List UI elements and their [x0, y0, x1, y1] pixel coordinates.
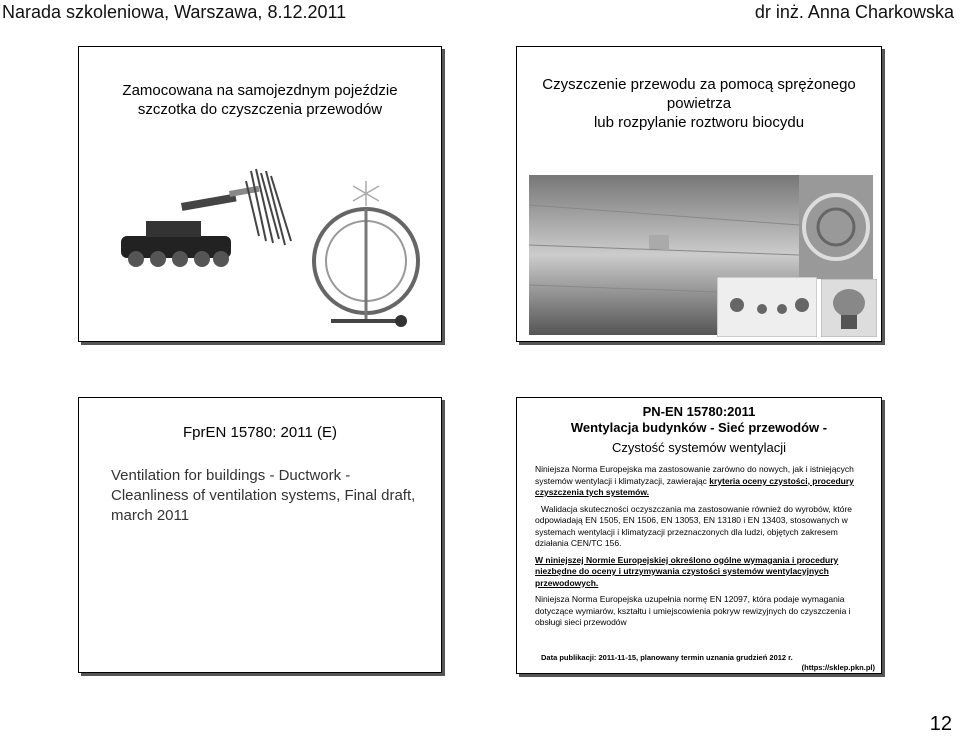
- slide-cleaning-robot: [78, 46, 442, 342]
- slide-title: Zamocowana na samojezdnym pojeździe szczotka do czyszczenia przewodów: [122, 82, 398, 118]
- header-right: dr inż. Anna Charkowska: [754, 2, 954, 22]
- heading-standard: PN-EN 15780:2011: [642, 404, 756, 419]
- paragraph-3: W niniejszej Normie Europejskiej określono ogólne wymagania i procedury niezbędne do oceny i utrzymywania czystości systemów wentylacyjnych przewodowych.: [535, 554, 839, 588]
- heading-subtitle: Czystość systemów wentylacji: [611, 440, 787, 455]
- slide-body: [535, 464, 867, 634]
- publication-date: Data publikacji: 2011-11-15, planowany termin uznania grudzień 2012 r.: [541, 653, 793, 662]
- heading-title: Wentylacja budynków - Sieć przewodów -: [570, 420, 828, 435]
- header-left: Narada szkoleniowa, Warszawa, 8.12.2011: [2, 2, 347, 22]
- source-link[interactable]: (https://sklep.pkn.pl): [801, 663, 875, 672]
- nozzles-photo: [717, 277, 817, 337]
- robot-brush-photo: [101, 151, 421, 329]
- slide-compressed-air: [516, 46, 882, 342]
- duct-round-photo: [799, 175, 873, 279]
- paragraph-4: Niniejsza Norma Europejska uzupełnia normę EN 12097, która podaje wymagania dotyczące wymiarów, kształtu i umiejscowienia pokryw rewizyjnych do czyszczenia i obsługi sieci przewodów: [535, 594, 851, 627]
- nozzle-head-photo: [821, 279, 877, 337]
- slide-title: FprEN 15780: 2011 (E): [183, 424, 337, 441]
- paragraph-1: Niniejsza Norma Europejska ma zastosowanie zarówno do nowych, jak i istniejących systemów wentylacji i klimatyzacji, zawierając kryteria oceny czystości, procedury czyszczenia tych systemów.: [535, 464, 854, 497]
- slide-title: Czyszczenie przewodu za pomocą sprężonego powietrza lub rozpylanie roztworu biocydu: [542, 76, 856, 131]
- paragraph-2: Walidacja skuteczności oczyszczania ma zastosowanie również do wyrobów, które odpowiadają EN 1505, EN 1506, EN 13053, EN 13180 i EN 13403, stosowanych w systemach wentylacji i klimatyzacji przeznaczonych dla ludzi, objętych zakresem działania CEN/TC 156.: [535, 503, 853, 548]
- slide-pn-en: [516, 397, 882, 674]
- slide-text: Ventilation for buildings - Ductwork - Cleanliness of ventilation systems, Final draft, march 2011: [111, 467, 416, 524]
- page-number: 12: [929, 713, 952, 735]
- slide-fpren: [78, 397, 442, 673]
